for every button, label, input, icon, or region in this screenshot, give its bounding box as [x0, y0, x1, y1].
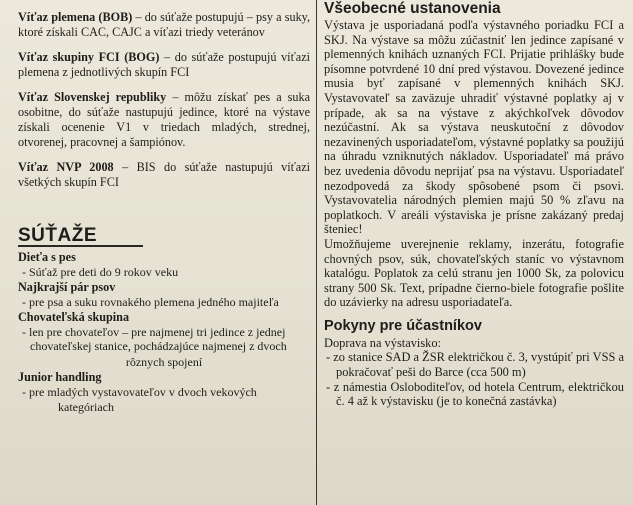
text-vsr: – môžu získať pes a suka osobitne, do súťaže nastupujú jedince, ktoré na výstave získali ocenenie V1 v triedach mladých, strednej, otvorenej, pracovnej a šampiónov. — [18, 90, 310, 149]
text-nvp: – BIS do súťaže nastupujú víťazi všetkých skupín FCI — [18, 160, 310, 189]
section-title-general: Všeobecné ustanovenia — [324, 0, 501, 17]
transport-bullet: - zo stanice SAD a ŽSR električkou č. 3, vystúpiť pri VSS a pokračovať peši do Barce (cca 500 m) — [326, 350, 624, 380]
section-title-instructions: Pokyny pre účastníkov — [324, 317, 482, 334]
category-item-cont: rôznych spojení — [125, 354, 203, 369]
term-nvp: Víťaz NVP 2008 — [18, 160, 114, 174]
transport-bullet: - z námestia Osloboditeľov, od hotela Centrum, električkou č. 4 až k výstavisku (je to konečná zastávka) — [326, 379, 624, 409]
category-head: Najkrajší pár psov — [18, 280, 116, 294]
category-item-cont: kategóriach — [58, 400, 114, 414]
transport-subtitle: Doprava na výstavisko: — [324, 335, 441, 350]
column-divider — [316, 0, 317, 505]
left-column — [18, 10, 310, 500]
category-breeder-group — [18, 310, 310, 369]
category-item: - Súťaž pre deti do 9 rokov veku — [22, 264, 179, 279]
category-head: Dieťa s pes — [18, 250, 76, 264]
right-column — [324, 0, 624, 500]
term-bob: Víťaz plemena (BOB) — [18, 10, 133, 24]
text-bob: – do súťaže postupujú – psy a suky, ktoré získali CAC, CAJC a víťazi triedy veteránov — [18, 10, 311, 39]
term-bog: Víťaz skupiny FCI (BOG) — [18, 50, 160, 64]
category-head: Junior handling — [18, 370, 102, 384]
general-provisions-text: Výstava je usporiadaná podľa výstavného poriadku FCI a SKJ. Na výstave sa môžu zúčastniť len jedince zapísané v plemenných knihách uznaných FCI. Prijatie prihlášky bude písomne potvrdené 10 dní pred výstavou. Dovezené jedince musia byť zapísané v plemenných knihách SKJ. Vystavovateľ sa zaväzuje uhradiť výstavné poplatky aj v prípade, ak sa na výstave z akýchkoľvek dôvodov nezúčastní. Ak sa výstava neuskutoční z dôvodov nezavinených usporiadateľom, výstavné poplatky sa použijú na úhradu vzniknutých nákladov. Usporiadateľ má právo bez uvedenia dôvodu neprijať psa na výstavu. Usporiadateľ nezodpovedá za škody spôsobené psom či psovi. Vystavovatelia národných plemien majú 50 % zľavu na poplatkoch. V areáli výstaviska je prísne zakázaný predaj šteniec! — [324, 18, 624, 237]
paragraph-bog — [18, 50, 310, 80]
paragraph-nvp — [18, 160, 310, 190]
term-vsr: Víťaz Slovenskej republiky — [18, 90, 167, 104]
category-pair — [18, 280, 310, 309]
paragraph-vsr — [18, 90, 310, 150]
text-bog: – do súťaže postupujú víťazi plemena z jednotlivých skupín FCI — [18, 50, 310, 79]
paragraph-bob — [18, 10, 310, 40]
category-head: Chovateľská skupina — [18, 310, 130, 324]
category-item: - len pre chovateľov – pre najmenej tri jedince z jednej chovateľskej stanice, pochádzajúce najmenej z dvoch — [22, 324, 287, 353]
category-item: - pre psa a suku rovnakého plemena jedného majiteľa — [22, 294, 279, 309]
category-child-dog — [18, 250, 310, 279]
advertising-text: Umožňujeme uverejnenie reklamy, inzerátu, fotografie chovných psov, súk, chovateľských staníc vo výstavnom katalógu. Poplatok za celú stranu jen 1000 Sk, za polovicu strany 500 Sk. Text, prípadne čierno-biele fotografie pošlite do uzávierky na adresu usporiadateľa. — [324, 236, 624, 310]
section-title-sutaze: SÚŤAŽE — [18, 225, 97, 246]
category-item: - pre mladých vystavovateľov v dvoch vekových — [22, 384, 257, 399]
category-junior-handling — [18, 370, 310, 415]
category-list — [18, 250, 310, 415]
